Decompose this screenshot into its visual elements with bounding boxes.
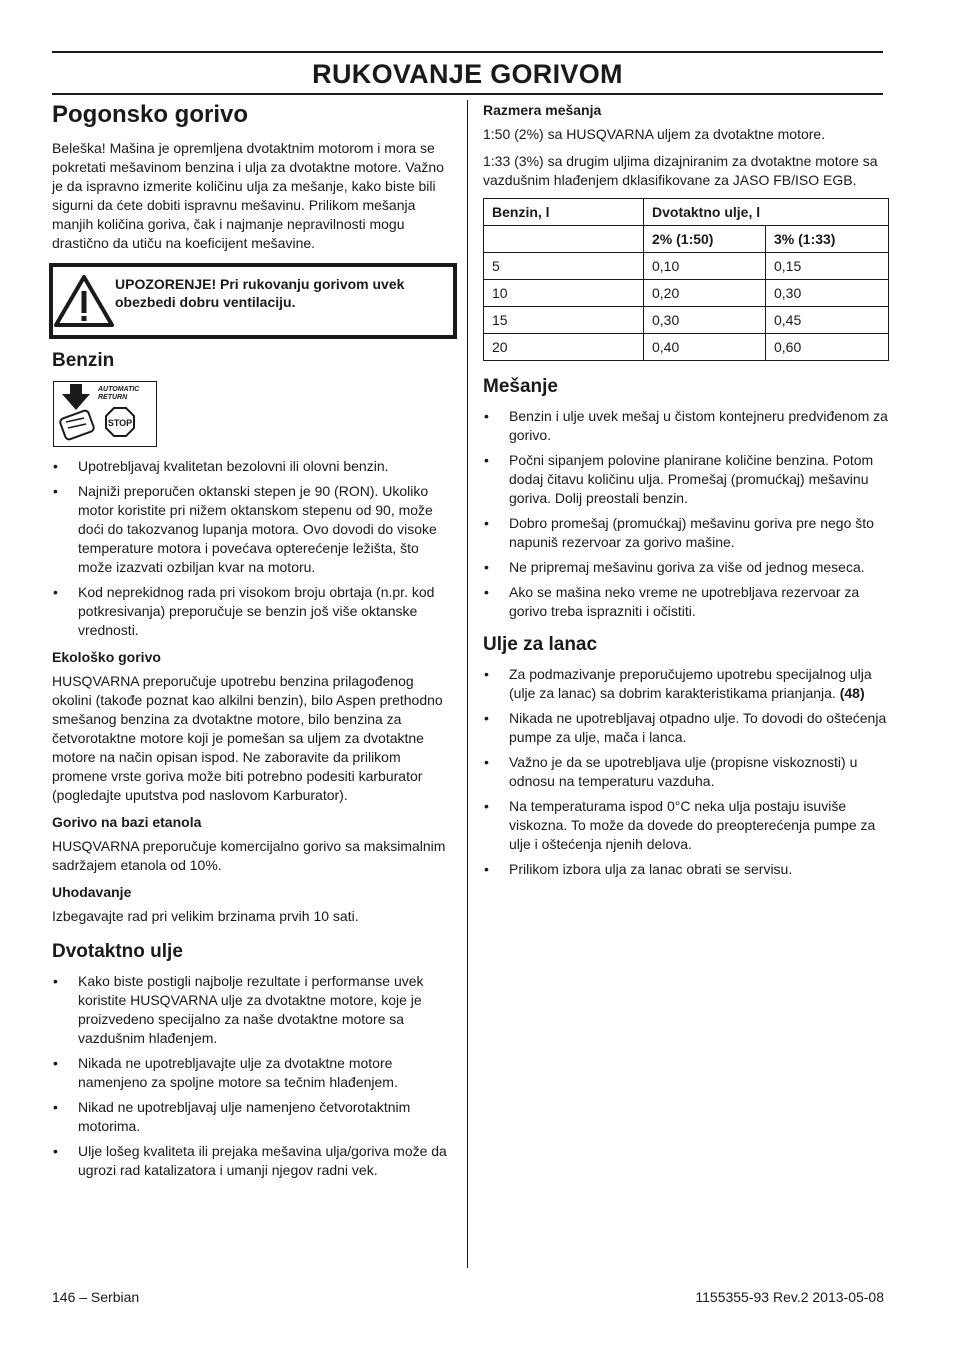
table-subheader-2pct: 2% (1:50): [644, 226, 766, 253]
subheading-gorivo-etanol: Gorivo na bazi etanola: [52, 814, 202, 830]
title-rule: [52, 93, 883, 95]
right-column: [483, 101, 889, 887]
table-header-benzin: Benzin, l: [484, 199, 644, 226]
table-cell: 0,30: [766, 280, 889, 307]
list-item: • Nikad ne upotrebljavaj ulje namenjeno četvorotaktnim motorima.: [53, 1099, 411, 1134]
uhodavanje-paragraph: Izbegavajte rad pri velikim brzinama prvih 10 sati.: [52, 908, 359, 924]
table-cell: 0,30: [644, 307, 766, 334]
eko-paragraph: HUSQVARNA preporučuje upotrebu benzina prilagođenog okolini (takođe poznat kao alkilni benzin), bilo Aspen prethodno smešanog benzina za dvotaktne motore, bilo benzina za četvorotaktne motore koji je pomešan sa uljem za dvotaktne motore na način opisan ispod. Ne zaboravite da prilikom promene vrste goriva može biti potrebno podesiti karburator (pogledajte uputstva pod naslovom Karburator).: [52, 673, 443, 803]
fuel-pump-stop-icon: [53, 381, 157, 447]
warning-triangle-icon: [53, 273, 115, 329]
ulje-list: [483, 665, 889, 879]
column-divider: [467, 100, 468, 1268]
mesanje-list: [483, 407, 889, 621]
table-cell: 0,20: [644, 280, 766, 307]
auto-return-text-1: AUTOMATIC: [98, 386, 140, 393]
table-cell-empty: [484, 226, 644, 253]
list-item: • Kod neprekidnog rada pri visokom broju obrtaja (n.pr. kod potkresivanja) preporučuje se benzin još više oktanske vrednosti.: [53, 584, 435, 638]
mixing-table: [483, 198, 889, 361]
table-cell: 0,60: [766, 334, 889, 361]
list-item: • Najniži preporučen oktanski stepen je 90 (RON). Ukoliko motor koristite pri nižem oktanskom stepenu od 90, može doći do takozvanog lupanja motora. Ovo dovodi do visoke temperature motora i povećava opterećenje ležišta, što može izazvati ozbiljan kvar na motoru.: [53, 483, 437, 575]
list-item: • Nikada ne upotrebljavajte ulje za dvotaktne motore namenjeno za spoljne motore sa tečnim hlađenjem.: [53, 1055, 398, 1090]
razmera-paragraph-2: 1:33 (3%) sa drugim uljima dizajniranim za dvotaktne motore sa vazdušnim hlađenjem dklasifikovane za JASO FB/ISO EGB.: [483, 153, 878, 188]
list-item: • Počni sipanjem polovine planirane količine benzina. Potom dodaj čitavu količinu ulja. Promešaj (promućkaj) mešavinu goriva. Dolij preostali benzin.: [484, 452, 874, 506]
etanol-paragraph: HUSQVARNA preporučuje komercijalno gorivo sa maksimalnim sadržajem etanola od 10%.: [52, 838, 446, 873]
section-heading-mesanje: Mešanje: [483, 376, 558, 397]
warning-text: UPOZORENJE! Pri rukovanju gorivom uvek obezbedi dobru ventilaciju.: [115, 276, 405, 310]
table-cell: 0,15: [766, 253, 889, 280]
figure-reference: (48): [839, 685, 865, 701]
left-column: [52, 99, 450, 1188]
section-heading-dvotaktno-ulje: Dvotaktno ulje: [52, 941, 183, 962]
table-cell: 20: [484, 334, 644, 361]
list-item: • Kako biste postigli najbolje rezultate i performanse uvek koristite HUSQVARNA ulje za dvotaktne motore, koje je proizvedeno specijalno za naše dvotaktne motore sa vazdušnim hlađenjem.: [53, 973, 424, 1046]
table-row: [484, 307, 889, 334]
document-revision: 1155355-93 Rev.2 2013-05-08: [695, 1289, 884, 1305]
list-item: • Upotrebljavaj kvalitetan bezolovni ili olovni benzin.: [53, 458, 389, 474]
list-item: • Prilikom izbora ulja za lanac obrati se servisu.: [484, 861, 793, 877]
razmera-paragraph-1: 1:50 (2%) sa HUSQVARNA uljem za dvotaktne motore.: [483, 126, 826, 142]
list-item: • Ne pripremaj mešavinu goriva za više od jednog meseca.: [484, 559, 865, 575]
top-rule: [52, 51, 883, 53]
page-number: 146 – Serbian: [52, 1289, 140, 1305]
table-cell: 0,10: [644, 253, 766, 280]
list-item: • Ako se mašina neko vreme ne upotrebljava rezervoar za gorivo treba isprazniti i očistiti.: [484, 584, 860, 619]
subheading-uhodavanje: Uhodavanje: [52, 884, 132, 900]
stop-text: STOP: [107, 418, 133, 428]
list-item: • Ulje lošeg kvaliteta ili prejaka mešavina ulja/goriva može da ugrozi rad katalizatora i umanji njegov radni vek.: [53, 1143, 447, 1178]
table-row: [484, 334, 889, 361]
list-item: • Nikada ne upotrebljavaj otpadno ulje. To dovodi do oštećenja pumpe za ulje, mača i lanca.: [484, 710, 887, 745]
subheading-ekolosko-gorivo: Ekološko gorivo: [52, 649, 161, 665]
list-item: • Važno je da se upotrebljava ulje (propisne viskoznosti) u odnosu na temperaturu vazduha.: [484, 754, 858, 789]
table-subheader-3pct: 3% (1:33): [766, 226, 889, 253]
section-heading-benzin: Benzin: [52, 350, 115, 371]
table-cell: 10: [484, 280, 644, 307]
list-item: • Benzin i ulje uvek mešaj u čistom kontejneru predviđenom za gorivo.: [484, 408, 888, 443]
page-title: RUKOVANJE GORIVOM: [312, 59, 623, 89]
benzin-list: [52, 457, 450, 640]
table-cell: 0,45: [766, 307, 889, 334]
dvotaktno-list: [52, 972, 450, 1180]
table-cell: 15: [484, 307, 644, 334]
intro-paragraph: Beleška! Mašina je opremljena dvotaktnim motorom i mora se pokretati mešavinom benzina i ulja za dvotaktne motore. Važno je da ispravno izmerite količinu ulja za mešanje, kako biste bili sigurni da ćete dobiti ispravnu mešavinu. Prilikom mešanja manjih količina goriva, čak i najmanje nepravilnosti mogu drastično da utiču na koeficijent mešavine.: [52, 140, 444, 251]
table-row: [484, 280, 889, 307]
table-cell: 5: [484, 253, 644, 280]
section-heading-pogonsko-gorivo: Pogonsko gorivo: [52, 101, 249, 128]
section-heading-ulje-za-lanac: Ulje za lanac: [483, 634, 598, 655]
subheading-razmera-mesanja: Razmera mešanja: [483, 102, 602, 118]
warning-box: [49, 263, 457, 339]
list-item: • Za podmazivanje preporučujemo upotrebu specijalnog ulja (ulje za lanac) sa dobrim karakteristikama prianjanja. (48): [484, 666, 872, 701]
table-cell: 0,40: [644, 334, 766, 361]
auto-return-text-2: RETURN: [98, 394, 128, 401]
list-item: • Dobro promešaj (promućkaj) mešavinu goriva pre nego što napuniš rezervoar za gorivo mašine.: [484, 515, 874, 550]
table-header-ulje: Dvotaktno ulje, l: [644, 199, 889, 226]
table-row: [484, 253, 889, 280]
list-item: • Na temperaturama ispod 0°C neka ulja postaju isuviše viskozna. To može da dovede do preopterećenja pumpe za ulje i oštećenja njenih delova.: [484, 798, 876, 852]
